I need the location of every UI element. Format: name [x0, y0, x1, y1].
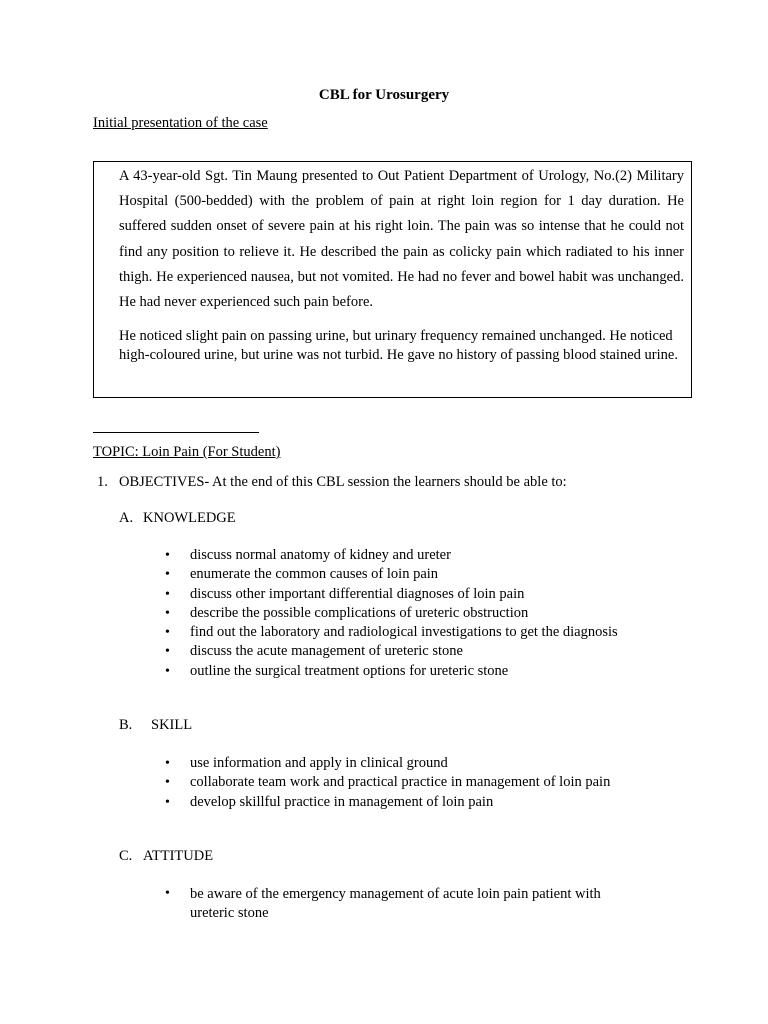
- knowledge-title: KNOWLEDGE: [143, 510, 236, 526]
- list-item: • discuss other important differential diagnoses of loin pain: [165, 585, 665, 604]
- document-title: CBL for Urosurgery: [318, 87, 450, 103]
- initial-presentation-heading: Initial presentation of the case: [93, 115, 268, 131]
- objectives-text: OBJECTIVES- At the end of this CBL session the learners should be able to:: [119, 474, 567, 490]
- topic-heading: TOPIC: Loin Pain (For Student): [93, 444, 281, 460]
- list-item: • describe the possible complications of ureteric obstruction: [165, 604, 665, 623]
- skill-letter: B.: [119, 717, 133, 733]
- knowledge-letter: A.: [119, 510, 134, 526]
- skill-list: [165, 754, 665, 812]
- skill-title: SKILL: [151, 717, 193, 733]
- skill-heading: [119, 717, 192, 734]
- list-item: • be aware of the emergency management of acute loin pain patient with ureteric stone: [165, 885, 635, 922]
- case-paragraph-1: A 43-year-old Sgt. Tin Maung presented to Out Patient Department of Urology, No.(2) Military Hospital (500-bedded) with the problem of pain at right loin region for 1 day duration. He suffered sudden onset of severe pain at his right loin. The pain was so intense that he could not find any position to relieve it. He described the pain as colicky pain which radiated to his inner thigh. He experienced nausea, but not vomited. He had no fever and bowel habit was unchanged. He had never experienced such pain before.: [119, 168, 684, 311]
- list-item: • collaborate team work and practical practice in management of loin pain: [165, 773, 665, 792]
- list-item: • discuss normal anatomy of kidney and ureter: [165, 546, 665, 565]
- list-item: • enumerate the common causes of loin pain: [165, 565, 665, 584]
- list-item: • find out the laboratory and radiological investigations to get the diagnosis: [165, 623, 665, 642]
- topic-divider-line: [93, 432, 259, 433]
- list-item: • outline the surgical treatment options for ureteric stone: [165, 662, 665, 681]
- objectives-number: 1.: [97, 474, 108, 490]
- objectives-item: [97, 474, 567, 491]
- case-presentation-box: [93, 161, 692, 398]
- list-item: • develop skillful practice in management of loin pain: [165, 793, 665, 812]
- attitude-heading: [119, 848, 213, 865]
- case-paragraph-2: He noticed slight pain on passing urine, but urinary frequency remained unchanged. He noticed high-coloured urine, but urine was not turbid. He gave no history of passing blood stained urine.: [119, 328, 678, 363]
- list-item: • use information and apply in clinical ground: [165, 754, 665, 773]
- attitude-list: [165, 885, 635, 922]
- knowledge-list: [165, 546, 665, 681]
- attitude-letter: C.: [119, 848, 133, 864]
- knowledge-heading: [119, 510, 236, 527]
- attitude-title: ATTITUDE: [143, 848, 214, 864]
- list-item: • discuss the acute management of ureteric stone: [165, 642, 665, 661]
